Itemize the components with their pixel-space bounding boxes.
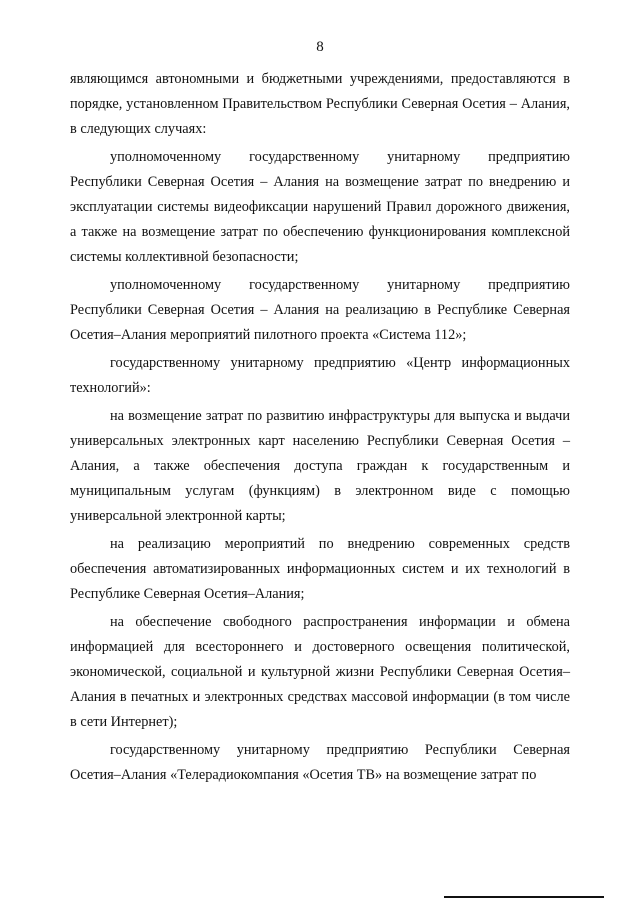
paragraph-automated-systems: на реализацию мероприятий по внедрению современных средств обеспечения автоматизированных информационных систем и их технологий в Республике Северная Осетия–Алания;	[70, 536, 570, 602]
paragraph-universal-cards: на возмещение затрат по развитию инфраструктуры для выпуска и выдачи универсальных электронных карт населению Республики Северная Осетия – Алания, а также обеспечения доступа граждан к государственным и муниципальным услугам (функциям) в электронном виде с помощью универсальной электронной карты;	[70, 408, 570, 524]
paragraph-ossetia-tv: государственному унитарному предприятию Республики Северная Осетия–Алания «Телерадиокомпания «Осетия ТВ» на возмещение затрат по	[70, 742, 570, 783]
paragraph-it-center: государственному унитарному предприятию «Центр информационных технологий»:	[70, 355, 570, 396]
paragraph-system-112: уполномоченному государственному унитарному предприятию Республики Северная Осетия – Алания на реализацию в Республике Северная Осетия–Алания мероприятий пилотного проекта «Система 112»;	[70, 277, 570, 343]
paragraph-information: на обеспечение свободного распространения информации и обмена информацией для всестороннего и достоверного освещения политической, экономической, социальной и культурной жизни Республики Северная Осетия–Алания в печатных и электронных средствах массовой информации (в том числе в сети Интернет);	[70, 614, 570, 730]
paragraph-intro: являющимся автономными и бюджетными учреждениями, предоставляются в порядке, установленном Правительством Республики Северная Осетия – Алания, в следующих случаях:	[70, 71, 570, 137]
document-body	[70, 67, 570, 788]
page-number: 8	[316, 39, 324, 55]
footer-rule	[444, 896, 604, 898]
paragraph-video-fixation: уполномоченному государственному унитарному предприятию Республики Северная Осетия – Алания на возмещение затрат по внедрению и эксплуатации системы видеофиксации нарушений Правил дорожного движения, а также на возмещение затрат по обеспечению функционирования комплексной системы коллективной безопасности;	[70, 149, 570, 265]
